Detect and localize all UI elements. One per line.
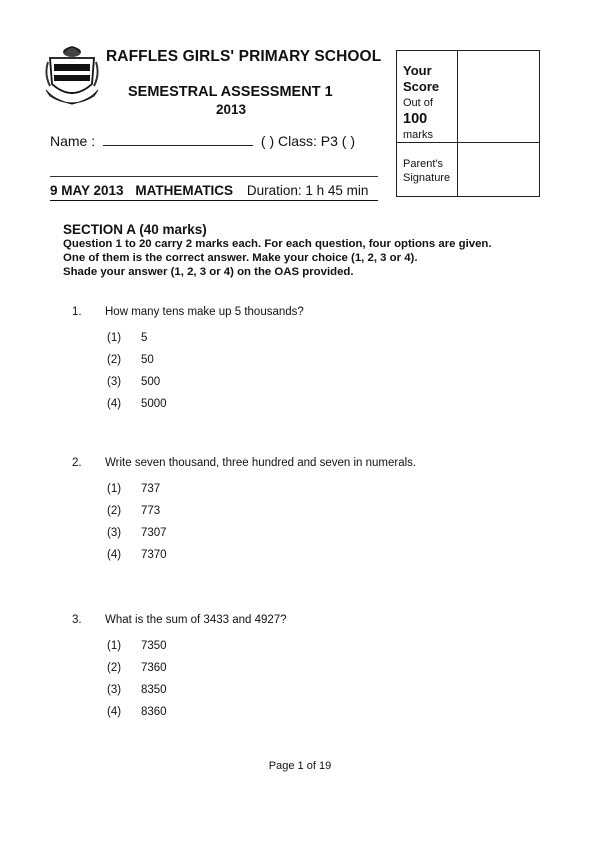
option-value: 7370 <box>141 549 167 561</box>
meta-underline <box>50 200 378 201</box>
answer-option[interactable] <box>107 398 167 410</box>
out-of-label: Out of <box>403 97 433 109</box>
answer-option[interactable] <box>107 376 160 388</box>
parent-signature-label: Parent's Signature <box>403 158 451 184</box>
question-number: 3. <box>72 614 82 626</box>
instruction-line: Question 1 to 20 carry 2 marks each. For each question, four options are given. <box>63 238 492 250</box>
school-name: RAFFLES GIRLS' PRIMARY SCHOOL <box>106 48 382 65</box>
answer-option[interactable] <box>107 640 167 652</box>
marks-label: marks <box>403 129 433 141</box>
score-box-divider-horizontal <box>397 142 539 143</box>
option-label: (4) <box>107 398 122 410</box>
answer-option[interactable] <box>107 505 160 517</box>
option-label: (3) <box>107 527 122 539</box>
answer-option[interactable] <box>107 684 167 696</box>
option-label: (4) <box>107 706 122 718</box>
option-label: (3) <box>107 376 122 388</box>
option-value: 773 <box>141 505 161 517</box>
header-divider <box>50 176 378 177</box>
question-text: What is the sum of 3433 and 4927? <box>105 614 287 626</box>
your-score-label: Your Score <box>403 63 440 94</box>
answer-option[interactable] <box>107 662 167 674</box>
answer-option[interactable] <box>107 549 167 561</box>
name-field[interactable] <box>103 133 253 146</box>
option-label: (1) <box>107 483 122 495</box>
page-number: Page 1 of 19 <box>268 760 332 772</box>
question-number: 1. <box>72 306 82 318</box>
score-box <box>396 50 540 197</box>
exam-subject: MATHEMATICS <box>135 183 234 198</box>
option-label: (3) <box>107 684 122 696</box>
answer-option[interactable] <box>107 332 147 344</box>
option-value: 50 <box>141 354 154 366</box>
assessment-year: 2013 <box>216 102 247 117</box>
option-value: 7360 <box>141 662 167 674</box>
question-text: How many tens make up 5 thousands? <box>105 306 304 318</box>
name-label: Name : <box>50 133 96 149</box>
answer-option[interactable] <box>107 354 154 366</box>
assessment-title: SEMESTRAL ASSESSMENT 1 <box>128 84 333 100</box>
answer-option[interactable] <box>107 527 167 539</box>
option-value: 5000 <box>141 398 167 410</box>
option-label: (1) <box>107 332 122 344</box>
option-value: 8360 <box>141 706 167 718</box>
option-label: (4) <box>107 549 122 561</box>
score-box-divider-vertical <box>457 51 458 196</box>
question-text: Write seven thousand, three hundred and seven in numerals. <box>105 457 417 469</box>
answer-option[interactable] <box>107 706 167 718</box>
option-value: 737 <box>141 483 161 495</box>
instruction-line: Shade your answer (1, 2, 3 or 4) on the OAS provided. <box>63 266 354 278</box>
max-score: 100 <box>403 111 428 127</box>
option-value: 8350 <box>141 684 167 696</box>
class-label: ( ) Class: P3 ( ) <box>260 133 356 149</box>
answer-option[interactable] <box>107 483 160 495</box>
option-label: (2) <box>107 505 122 517</box>
option-value: 7350 <box>141 640 167 652</box>
option-value: 7307 <box>141 527 167 539</box>
option-label: (2) <box>107 354 122 366</box>
question-number: 2. <box>72 457 82 469</box>
name-class-row <box>50 133 355 149</box>
option-value: 5 <box>141 332 148 344</box>
section-title: SECTION A (40 marks) <box>63 222 207 237</box>
exam-duration: Duration: 1 h 45 min <box>246 183 369 198</box>
instruction-line: One of them is the correct answer. Make your choice (1, 2, 3 or 4). <box>63 252 418 264</box>
option-value: 500 <box>141 376 161 388</box>
option-label: (1) <box>107 640 122 652</box>
exam-date: 9 MAY 2013 <box>50 183 124 198</box>
exam-meta-row <box>50 183 368 198</box>
option-label: (2) <box>107 662 122 674</box>
school-crest-icon <box>44 44 100 108</box>
